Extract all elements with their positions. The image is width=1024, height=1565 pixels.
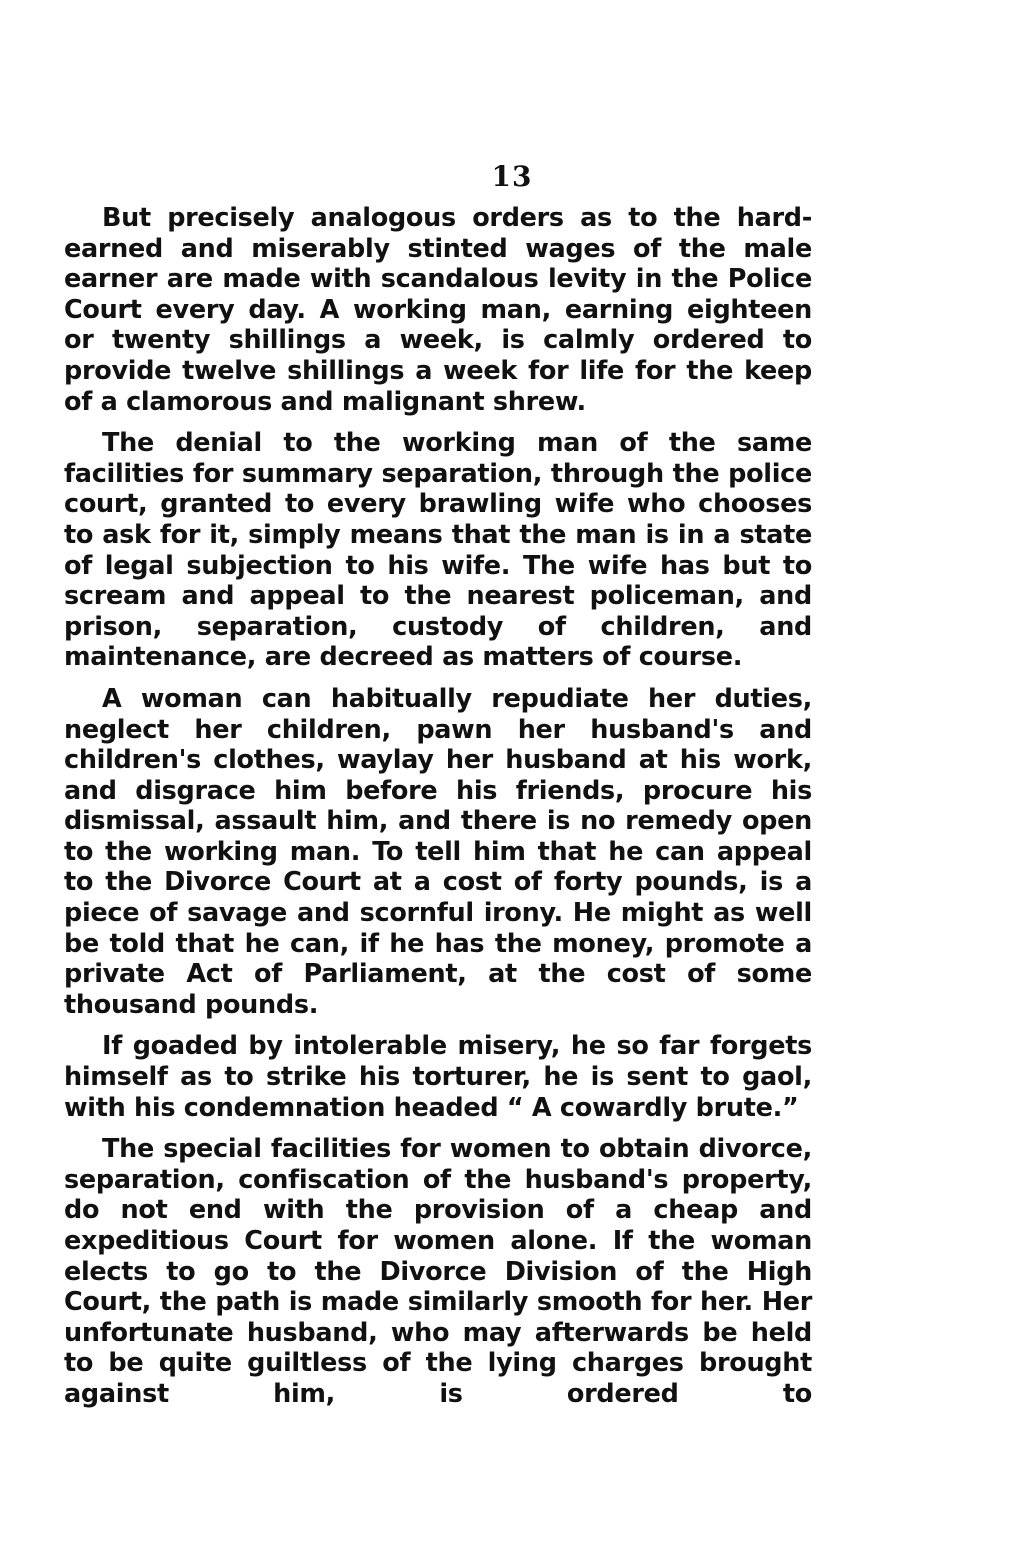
page-number: 13: [491, 160, 533, 193]
paragraph-5: The special facilities for women to obtain divorce, separation, confiscation of the husband's property, do not end with the provision of a cheap and expeditious Court for women alone. If the woman elects to go to the Divorce Division of the High Court, the path is made similarly smooth for her. Her unfortunate husband, who may afterwards be held to be quite guiltless of the lying charges brought against him, is ordered to: [64, 1134, 812, 1409]
paragraph-2: The denial to the working man of the same facilities for summary separation, through the police court, granted to every brawling wife who chooses to ask for it, simply means that the man is in a state of legal subjection to his wife. The wife has but to scream and appeal to the nearest policeman, and prison, separation, custody of children, and maintenance, are decreed as matters of course.: [64, 428, 812, 673]
paragraph-3: A woman can habitually repudiate her duties, neglect her children, pawn her husband's and children's clothes, waylay her husband at his work, and disgrace him before his friends, procure his dismissal, assault him, and there is no remedy open to the working man. To tell him that he can appeal to the Divorce Court at a cost of forty pounds, is a piece of savage and scornful irony. He might as well be told that he can, if he has the money, promote a private Act of Parliament, at the cost of some thousand pounds.: [64, 683, 812, 1020]
body-text: [64, 203, 812, 1410]
paragraph-1: But precisely analogous orders as to the hard-earned and miserably stinted wages of the male earner are made with scandalous levity in the Police Court every day. A working man, earning eighteen or twenty shillings a week, is calmly ordered to provide twelve shillings a week for life for the keep of a clamorous and malignant shrew.: [64, 203, 812, 417]
paragraph-4: If goaded by intolerable misery, he so far forgets himself as to strike his torturer, he is sent to gaol, with his condemnation headed “ A cowardly brute.”: [64, 1031, 812, 1123]
